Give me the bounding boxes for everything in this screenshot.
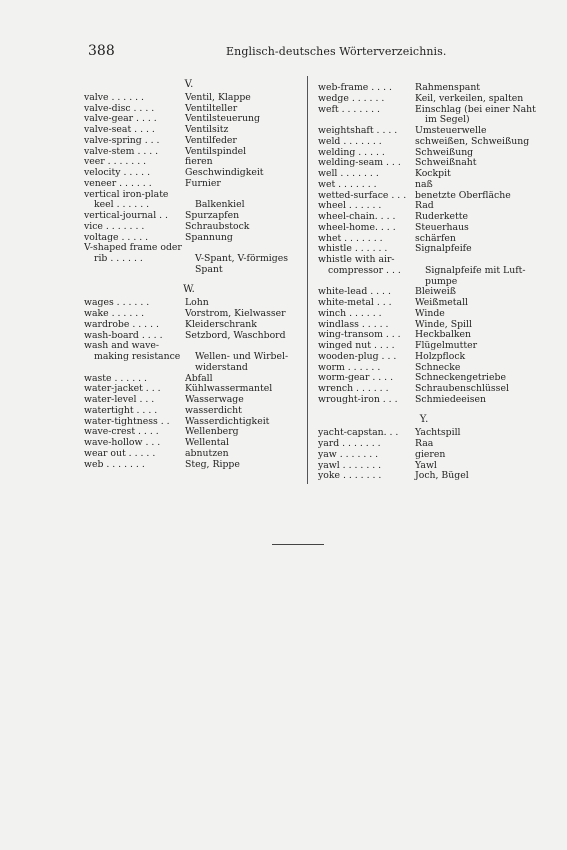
entry-term bbox=[84, 265, 185, 276]
entry-definition: Ventilfeder bbox=[185, 134, 237, 146]
entry-term: wash and wave- bbox=[84, 341, 160, 352]
section-heading-y: Y. bbox=[419, 413, 429, 425]
entry-term: wedge . . . . . . bbox=[318, 93, 385, 104]
dictionary-entry bbox=[318, 309, 530, 320]
entry-term: winged nut . . . . bbox=[318, 341, 395, 351]
entry-definition: schweißen, Schweißung bbox=[415, 135, 530, 147]
entry-term: rib . . . . . . bbox=[94, 254, 143, 264]
entry-term: V-shaped frame oder bbox=[84, 243, 182, 254]
entry-term: water-jacket . . . bbox=[84, 384, 161, 395]
entry-definition: Heckbalken bbox=[415, 329, 472, 341]
entry-definition: Schweißnaht bbox=[415, 157, 477, 169]
entry-definition: Rad bbox=[415, 200, 434, 212]
entry-definition: widerstand bbox=[195, 361, 248, 373]
dictionary-entry bbox=[318, 137, 530, 148]
dictionary-entry bbox=[84, 449, 294, 460]
entry-term: making resistance bbox=[94, 352, 181, 362]
dictionary-entry bbox=[84, 320, 294, 331]
entry-term: valve . . . . . . bbox=[84, 92, 144, 103]
entry-definition: Balkenkiel bbox=[195, 199, 245, 211]
entry-term: valve-stem . . . . bbox=[84, 146, 159, 157]
entry-definition: Spant bbox=[195, 263, 223, 275]
dictionary-entry bbox=[84, 136, 294, 147]
page-number: 388 bbox=[88, 43, 115, 59]
entry-definition: Wasserdichtigkeit bbox=[185, 415, 270, 427]
entry-definition: Joch, Bügel bbox=[415, 470, 469, 482]
entry-definition: Wellen- und Wirbel- bbox=[195, 351, 289, 362]
entry-definition: Bleiweiß bbox=[415, 286, 456, 298]
entry-definition: Schnecke bbox=[415, 361, 461, 373]
entry-term: windlass . . . . . bbox=[318, 319, 389, 330]
entry-definition: Spannung bbox=[185, 231, 233, 243]
entry-term: wheel-chain. . . . bbox=[318, 212, 396, 222]
section-heading-v: V. bbox=[184, 79, 194, 90]
entry-term: yoke . . . . . . . bbox=[318, 471, 382, 482]
entry-term: worm-gear . . . . bbox=[318, 373, 394, 384]
entry-term: valve-spring . . . bbox=[84, 135, 160, 146]
entry-definition: Schneckengetriebe bbox=[415, 372, 506, 384]
entry-term: compressor . . . bbox=[328, 265, 401, 276]
entry-term: valve-seat . . . . bbox=[84, 125, 155, 135]
entry-term: yard . . . . . . . bbox=[318, 439, 381, 449]
entry-term: wheel . . . . . . bbox=[318, 201, 382, 212]
entry-definition: Winde, Spill bbox=[415, 318, 472, 330]
entry-definition: Umsteuerwelle bbox=[415, 125, 487, 136]
entry-term: whistle with air- bbox=[318, 255, 395, 265]
dictionary-entry bbox=[318, 103, 536, 116]
entry-term: wages . . . . . . bbox=[84, 298, 150, 309]
dictionary-entry bbox=[318, 94, 530, 105]
dictionary-entry bbox=[318, 471, 530, 482]
entry-term bbox=[318, 115, 415, 126]
dictionary-entry bbox=[84, 406, 294, 417]
entry-definition: Wasserwage bbox=[185, 394, 244, 405]
entry-term: yaw . . . . . . . bbox=[318, 449, 379, 460]
entry-definition: Ventil, Klappe bbox=[185, 91, 251, 103]
entry-term: worm . . . . . . bbox=[318, 362, 381, 373]
entry-term: whet . . . . . . . bbox=[318, 233, 383, 244]
entry-definition: Flügelmutter bbox=[415, 340, 478, 351]
entry-term: wash-board . . . . bbox=[84, 330, 163, 341]
entry-definition: Raa bbox=[415, 438, 434, 449]
entry-definition: Kleiderschrank bbox=[185, 318, 257, 330]
entry-term: weft . . . . . . . bbox=[318, 104, 381, 115]
column-divider bbox=[307, 76, 308, 484]
entry-definition: Schmiedeeisen bbox=[415, 393, 487, 405]
entry-term: wing-transom . . . bbox=[318, 330, 401, 341]
left-column bbox=[84, 80, 294, 470]
entry-definition: Steg, Rippe bbox=[185, 458, 240, 470]
section-heading-w: W. bbox=[183, 283, 195, 295]
entry-definition: wasserdicht bbox=[185, 404, 242, 416]
entry-definition: Ventilsteuerung bbox=[185, 113, 260, 125]
entry-term: wrought-iron . . . bbox=[318, 394, 398, 405]
entry-definition: Wellenberg bbox=[185, 426, 239, 438]
entry-term: keel . . . . . . bbox=[94, 200, 150, 211]
entry-term bbox=[84, 363, 185, 374]
dictionary-entry bbox=[84, 352, 294, 363]
entry-definition: Geschwindigkeit bbox=[185, 167, 264, 178]
dictionary-entry bbox=[84, 233, 294, 244]
entry-definition: Signalpfeife mit Luft- bbox=[425, 264, 526, 276]
entry-term: water-tightness . . bbox=[84, 416, 170, 427]
entry-definition: fieren bbox=[185, 156, 213, 168]
entry-definition: naß bbox=[415, 178, 433, 190]
entry-term: wake . . . . . . bbox=[84, 309, 145, 319]
entry-term: veneer . . . . . . bbox=[84, 178, 152, 189]
dictionary-entry bbox=[84, 179, 294, 190]
entry-term: wrench . . . . . . bbox=[318, 384, 389, 394]
entry-definition: Kockpit bbox=[415, 168, 451, 179]
dictionary-entry bbox=[84, 460, 294, 471]
running-title: Englisch-deutsches Wörterverzeichnis. bbox=[226, 45, 447, 58]
entry-definition: Vorstrom, Kielwasser bbox=[185, 308, 286, 319]
entry-definition: abnutzen bbox=[185, 447, 229, 459]
dictionary-entry bbox=[84, 265, 294, 276]
entry-term: wheel-home. . . . bbox=[318, 222, 396, 233]
entry-term: wooden-plug . . . bbox=[318, 351, 397, 362]
dictionary-entry bbox=[84, 363, 294, 374]
entry-term: well . . . . . . . bbox=[318, 169, 379, 179]
dictionary-entry bbox=[318, 180, 530, 191]
dictionary-entry bbox=[318, 244, 530, 255]
entry-definition: benetzte Oberfläche bbox=[415, 189, 511, 201]
entry-term: winch . . . . . . bbox=[318, 308, 382, 319]
dictionary-entry bbox=[84, 190, 294, 201]
entry-definition: gieren bbox=[415, 448, 446, 460]
entry-term: wave-hollow . . . bbox=[84, 438, 161, 448]
entry-term: wave-crest . . . . bbox=[84, 427, 159, 438]
entry-term: white-metal . . . bbox=[318, 298, 392, 308]
dictionary-entry bbox=[318, 223, 530, 234]
entry-list-w bbox=[84, 298, 294, 470]
entry-definition: Setzbord, Waschbord bbox=[185, 329, 286, 341]
dictionary-entry bbox=[84, 222, 294, 233]
dictionary-entry bbox=[84, 331, 294, 342]
entry-definition: Winde bbox=[415, 307, 445, 319]
entry-list-y bbox=[318, 428, 530, 482]
entry-term: valve-gear . . . . bbox=[84, 114, 157, 125]
entry-term: welding . . . . . bbox=[318, 147, 385, 158]
entry-term: yacht-capstan. . . bbox=[318, 428, 399, 439]
entry-term: wear out . . . . . bbox=[84, 448, 156, 459]
entry-term: valve-disc . . . . bbox=[84, 103, 155, 114]
entry-term: vertical-journal . . bbox=[84, 211, 169, 221]
entry-definition: Abfall bbox=[185, 372, 213, 384]
entry-definition: pumpe bbox=[425, 275, 458, 287]
entry-definition: Ruderkette bbox=[415, 211, 468, 222]
entry-term: whistle . . . . . . bbox=[318, 244, 388, 255]
entry-definition: Schweißung bbox=[415, 146, 474, 158]
entry-term: web-frame . . . . bbox=[318, 83, 392, 93]
entry-definition: Rahmenspant bbox=[415, 82, 481, 93]
entry-definition: Ventilsitz bbox=[185, 124, 229, 135]
page-header bbox=[88, 43, 503, 61]
entry-definition: schärfen bbox=[415, 232, 456, 244]
entry-term: welding-seam . . . bbox=[318, 158, 401, 169]
entry-definition: Keil, verkeilen, spalten bbox=[415, 92, 524, 104]
entry-definition: Wellental bbox=[185, 437, 229, 448]
entry-definition: Ventilteller bbox=[185, 102, 238, 114]
entry-term: watertight . . . . bbox=[84, 405, 158, 416]
dictionary-entry bbox=[318, 450, 530, 461]
entry-definition: Kühlwassermantel bbox=[185, 383, 273, 395]
entry-term: waste . . . . . . bbox=[84, 373, 147, 384]
entry-term: wetted-surface . . . bbox=[318, 190, 407, 201]
entry-term: voltage . . . . . bbox=[84, 232, 149, 243]
entry-term: vertical iron-plate bbox=[84, 189, 169, 200]
entry-list-w-continued bbox=[318, 82, 536, 406]
entry-definition: V-Spant, V-förmiges bbox=[195, 253, 288, 264]
entry-term: web . . . . . . . bbox=[84, 459, 145, 470]
entry-definition: Schraubenschlüssel bbox=[415, 383, 509, 394]
dictionary-entry bbox=[84, 93, 294, 104]
entry-definition: Signalpfeife bbox=[415, 243, 472, 255]
entry-definition: Ventilspindel bbox=[185, 145, 247, 157]
entry-definition: Lohn bbox=[185, 297, 209, 309]
entry-term: velocity . . . . . bbox=[84, 168, 151, 178]
entry-definition: Yachtspill bbox=[415, 427, 461, 439]
dictionary-entry bbox=[318, 266, 530, 277]
entry-term: weld . . . . . . . bbox=[318, 136, 382, 147]
entry-term: vice . . . . . . . bbox=[84, 221, 145, 232]
entry-definition: Steuerhaus bbox=[415, 221, 469, 233]
entry-definition: Holzpflock bbox=[415, 350, 466, 362]
entry-term: wet . . . . . . . bbox=[318, 179, 377, 190]
entry-term bbox=[318, 277, 415, 288]
entry-definition: Weißmetall bbox=[415, 297, 469, 308]
entry-term: yawl . . . . . . . bbox=[318, 460, 382, 471]
entry-definition: Spurzapfen bbox=[185, 210, 240, 221]
entry-definition: Furnier bbox=[185, 177, 221, 189]
entry-definition: Yawl bbox=[415, 459, 437, 471]
entry-term: wardrobe . . . . . bbox=[84, 319, 159, 330]
entry-list-v bbox=[84, 93, 294, 276]
entry-definition: im Segel) bbox=[425, 114, 470, 126]
entry-term: veer . . . . . . . bbox=[84, 157, 147, 168]
entry-term: water-level . . . bbox=[84, 395, 155, 405]
entry-term: white-lead . . . . bbox=[318, 287, 391, 298]
end-rule bbox=[272, 544, 324, 545]
entry-definition: Einschlag (bei einer Naht bbox=[415, 103, 536, 115]
right-column bbox=[318, 82, 536, 482]
dictionary-entry bbox=[318, 395, 530, 406]
dictionary-entry bbox=[84, 254, 294, 265]
dictionary-entry bbox=[318, 352, 530, 363]
entry-term: weightshaft . . . . bbox=[318, 126, 398, 136]
entry-definition: Schraubstock bbox=[185, 220, 250, 232]
